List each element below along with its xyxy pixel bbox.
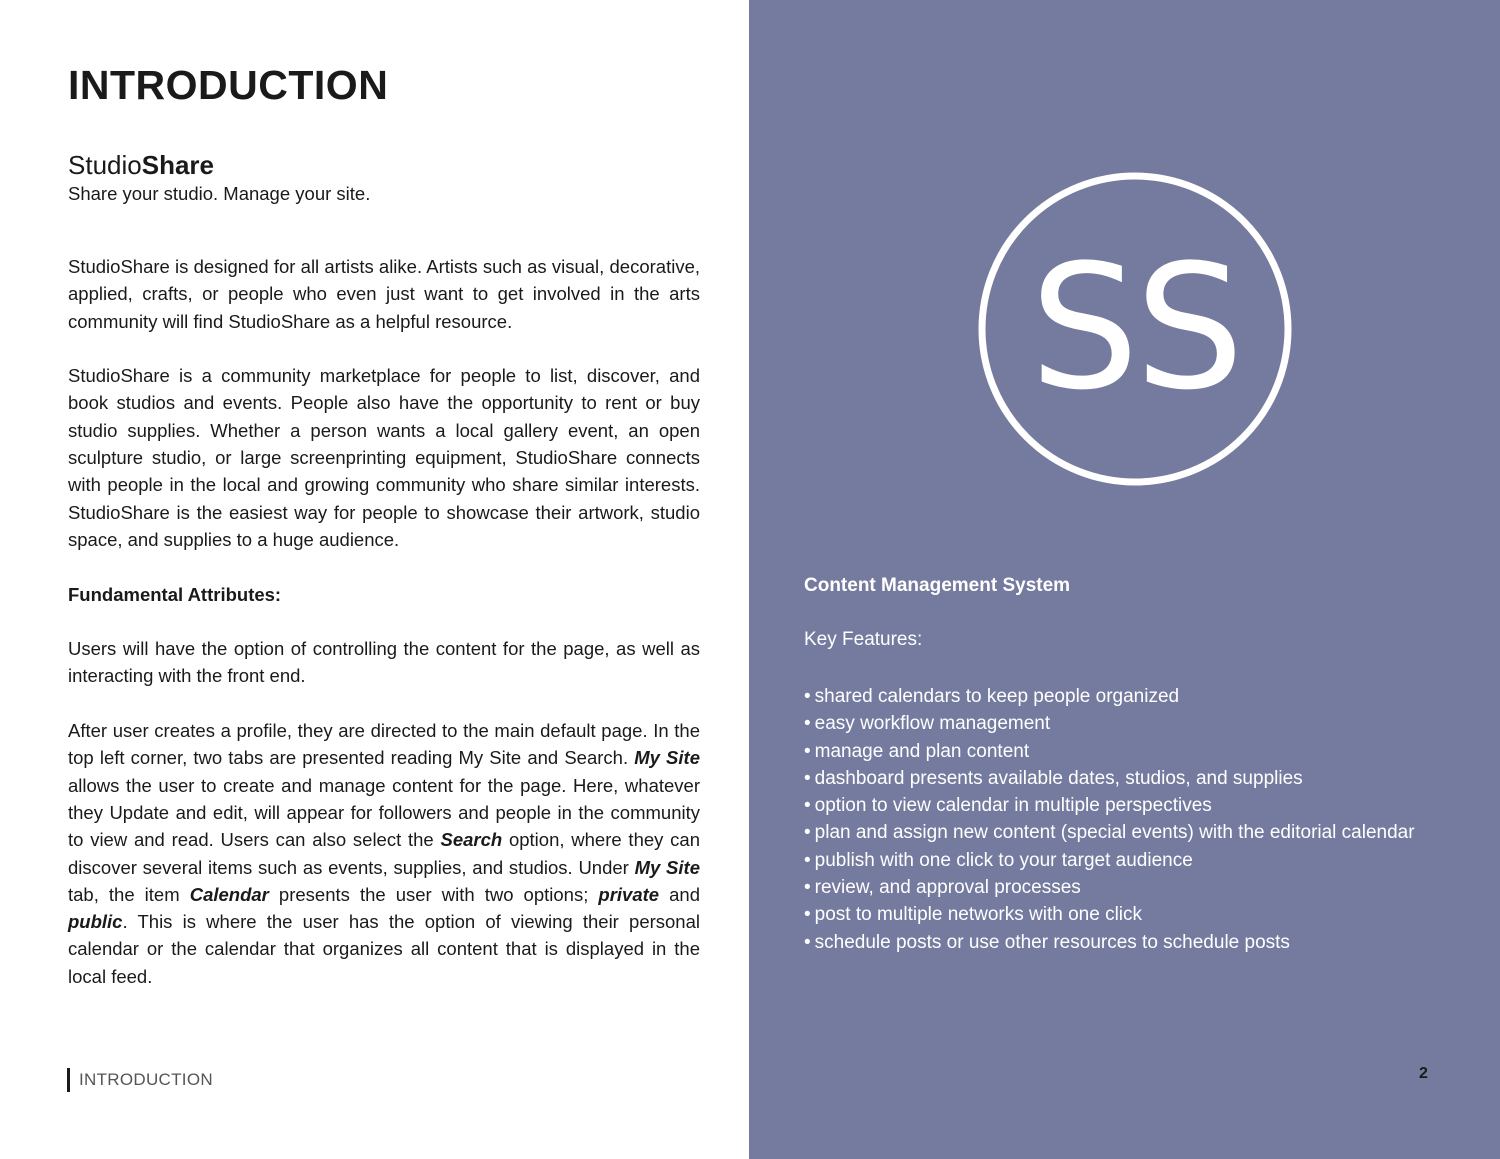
footer-section-label <box>67 1068 213 1092</box>
feature-text: schedule posts or use other resources to schedule posts <box>814 931 1290 953</box>
list-item <box>804 792 1441 819</box>
p4-text-4: tab, the item <box>68 883 190 905</box>
feature-text: post to multiple networks with one click <box>814 904 1143 926</box>
p4-text-1: After user creates a profile, they are directed to the main default page. In the top left corner, two tabs are presented reading My Site and Search. <box>68 720 700 769</box>
p4-emphasis-my-site-2: My Site <box>634 856 700 878</box>
p4-emphasis-search: Search <box>440 829 503 851</box>
brand-name <box>68 150 214 181</box>
intro-paragraph-3: Users will have the option of controlling the content for the page, as well as interacting with the front end. <box>68 638 700 687</box>
p4-text-6: and <box>659 883 700 905</box>
feature-text: plan and assign new content (special events) with the editorial calendar <box>814 822 1415 844</box>
bullet-icon: • <box>804 931 811 953</box>
p4-text-2: allows the user to create and manage content for the page. Here, whatever they Update and edit, will appear for followers and people in the community to view and read. Users can also select the <box>68 774 700 851</box>
bullet-icon: • <box>804 877 811 899</box>
p4-text-7: . This is where the user has the option of viewing their personal calendar or the calendar that organizes all content that is displayed in the local feed. <box>68 911 700 987</box>
list-item <box>804 738 1441 765</box>
right-page <box>749 0 1500 1159</box>
bullet-icon: • <box>804 795 811 817</box>
tagline: Share your studio. Manage your site. <box>68 183 371 204</box>
bullet-icon: • <box>804 904 811 926</box>
list-item <box>804 929 1441 956</box>
list-item <box>804 765 1441 792</box>
bullet-icon: • <box>804 849 811 871</box>
bullet-icon: • <box>804 822 811 844</box>
feature-text: shared calendars to keep people organized <box>814 686 1180 707</box>
intro-body <box>68 253 700 1017</box>
cms-heading: Content Management System <box>804 575 1071 596</box>
features-list <box>804 683 1441 956</box>
bullet-icon: • <box>804 740 811 762</box>
intro-paragraph-4 <box>68 717 700 990</box>
footer-rule <box>67 1068 70 1092</box>
feature-text: option to view calendar in multiple perspectives <box>814 795 1212 817</box>
list-item <box>804 819 1441 846</box>
bullet-icon: • <box>804 713 811 735</box>
studioshare-logo <box>977 171 1293 487</box>
logo-text: SS <box>1029 227 1241 428</box>
feature-text: publish with one click to your target audience <box>814 849 1193 871</box>
page-title: INTRODUCTION <box>68 62 389 108</box>
bullet-icon: • <box>804 767 811 789</box>
p4-emphasis-public: public <box>68 911 123 933</box>
feature-text: easy workflow management <box>814 713 1051 735</box>
list-item <box>804 683 1441 710</box>
p4-text-3: option, where they can discover several items such as events, supplies, and studios. Under <box>68 829 700 878</box>
list-item <box>804 874 1441 901</box>
logo-circle-icon <box>977 171 1293 487</box>
feature-text: review, and approval processes <box>814 877 1081 899</box>
intro-paragraph-2: StudioShare is a community marketplace for people to list, discover, and book studios and events. People also have the opportunity to rent or buy studio supplies. Whether a person wants a local gallery event, an open sculpture studio, or large screenprinting equipment, StudioShare connects with people in the local and growing community who share similar interests. StudioShare is the easiest way for people to showcase their artwork, studio space, and supplies to a huge audience. <box>68 365 700 550</box>
page-number: 2 <box>1419 1065 1428 1082</box>
brand-name-bold: Share <box>141 150 214 180</box>
brand-name-regular: Studio <box>68 150 142 180</box>
bullet-icon: • <box>804 686 811 707</box>
list-item <box>804 710 1441 737</box>
p4-emphasis-my-site: My Site <box>634 747 700 769</box>
footer-label: INTRODUCTION <box>79 1070 213 1089</box>
feature-text: dashboard presents available dates, studios, and supplies <box>814 767 1303 789</box>
key-features-label: Key Features: <box>804 629 923 650</box>
attributes-heading: Fundamental Attributes: <box>68 583 282 605</box>
p4-text-5: presents the user with two options; <box>268 883 599 905</box>
intro-paragraph-1: StudioShare is designed for all artists alike. Artists such as visual, decorative, applied, crafts, or people who even just want to get involved in the arts community will find StudioShare as a helpful resource. <box>68 256 700 332</box>
p4-emphasis-calendar: Calendar <box>189 883 269 905</box>
list-item <box>804 847 1441 874</box>
list-item <box>804 901 1441 928</box>
left-page <box>0 0 749 1159</box>
feature-text: manage and plan content <box>814 740 1030 762</box>
p4-emphasis-private: private <box>598 883 660 905</box>
